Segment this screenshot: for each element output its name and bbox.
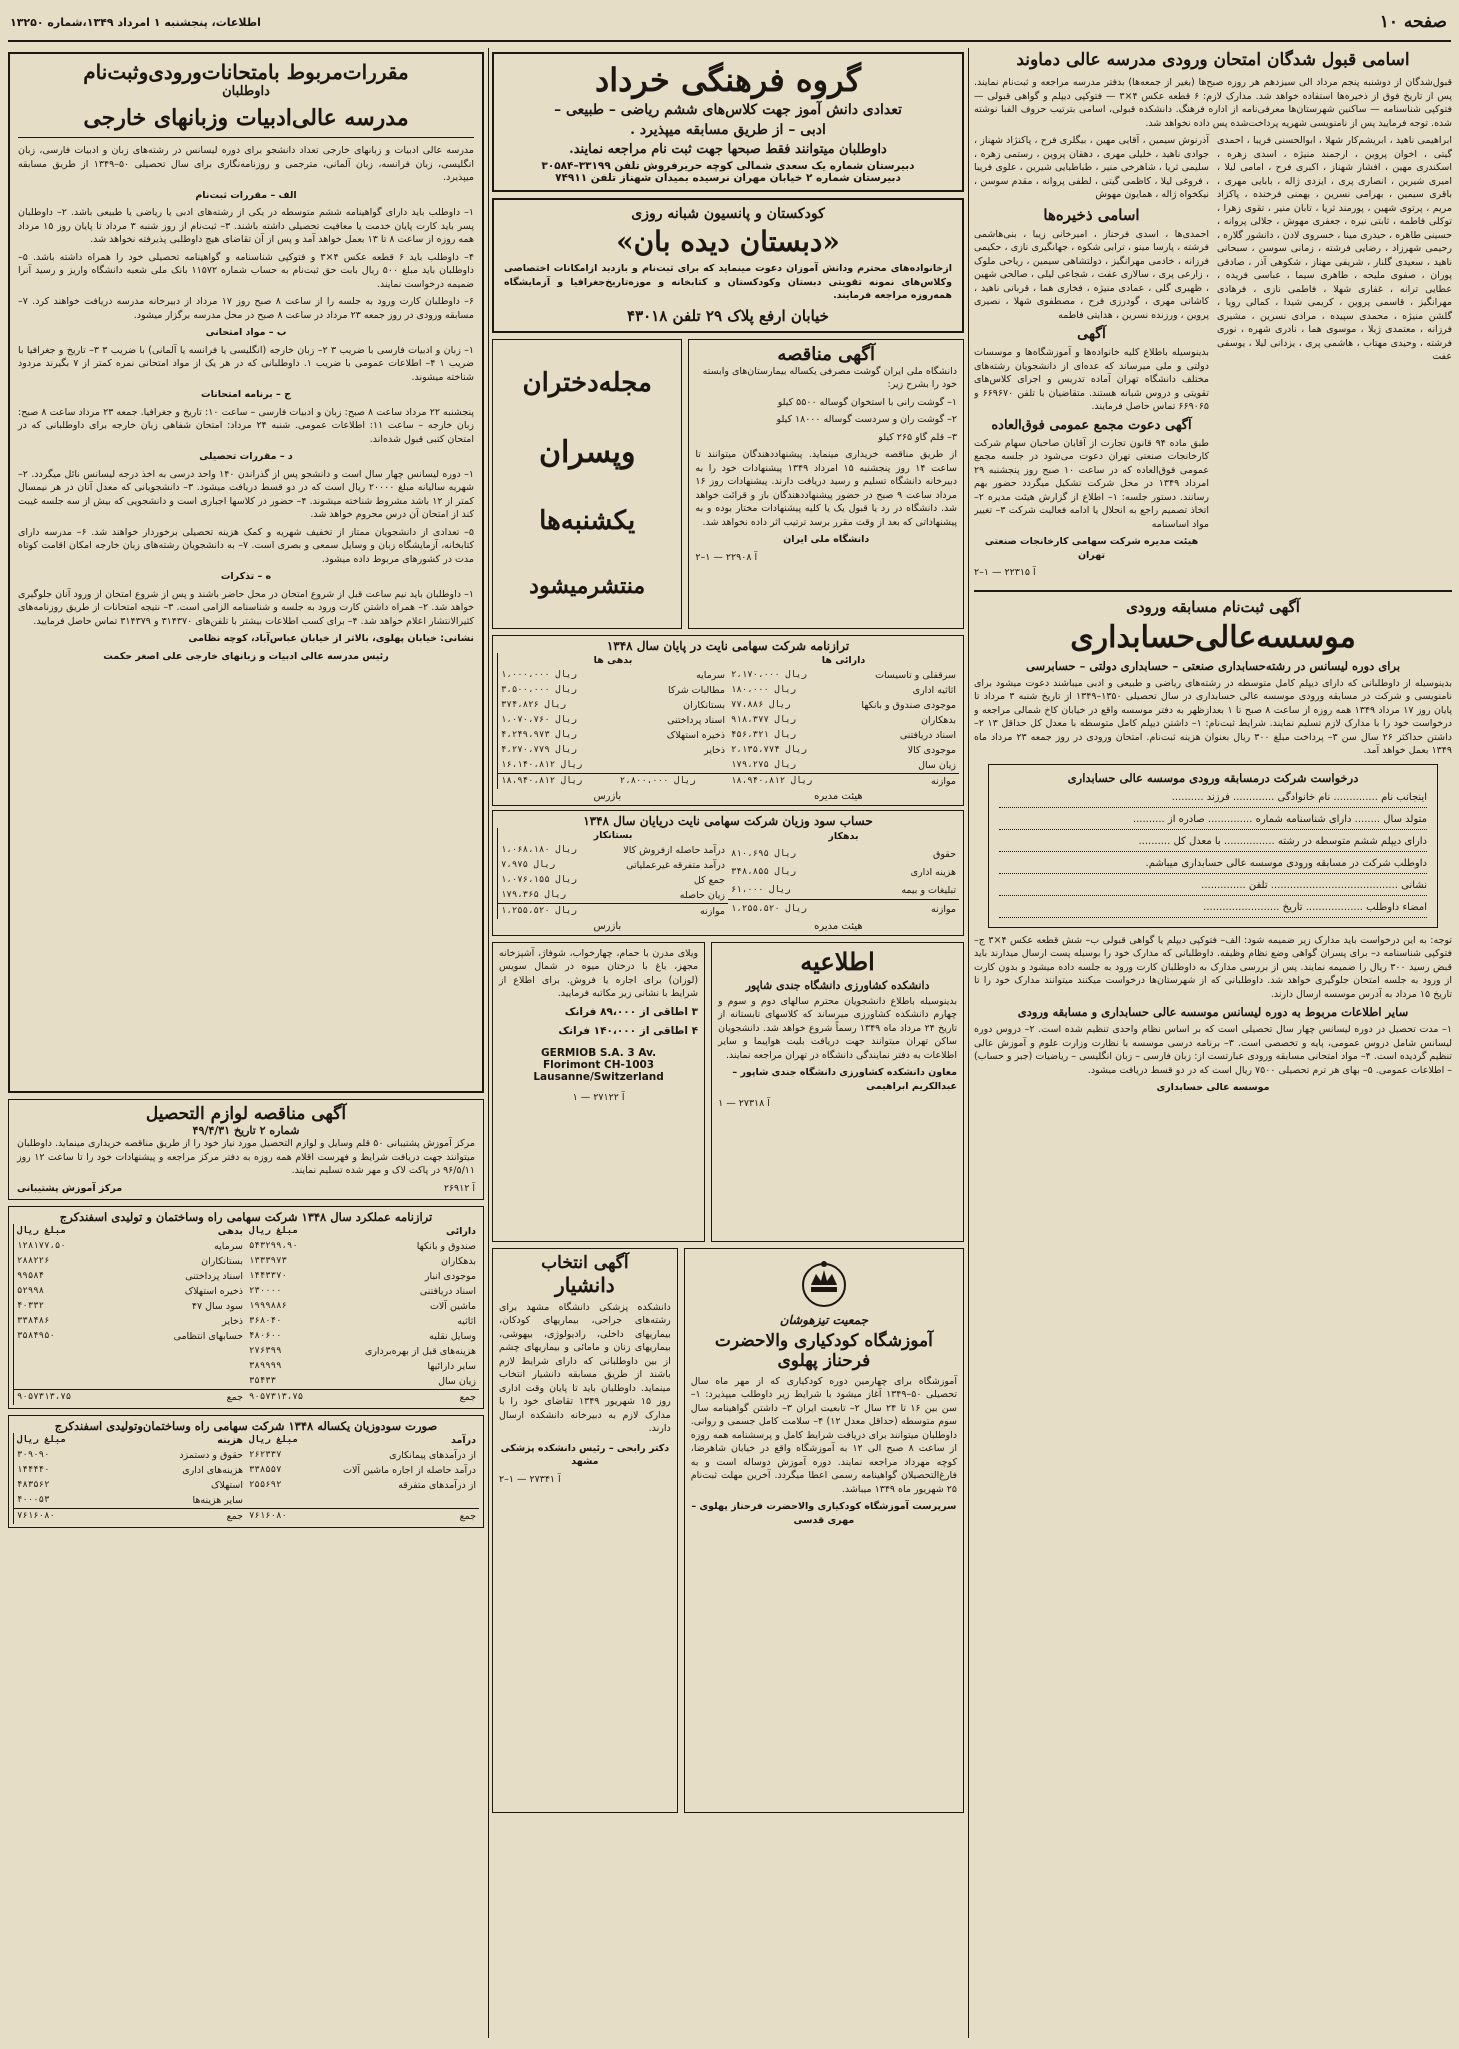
- table-row: وسایل نقلیه ۴۸۰۶۰۰: [249, 1331, 476, 1342]
- reserve-list-title: اسامی ذخیره‌ها: [1043, 205, 1140, 224]
- table-row: اسناد دریافتنی ۴۵۶،۳۲۱ ریال: [731, 729, 956, 741]
- table-row: هزینه اداری ۳۴۸،۸۵۵ ریال: [731, 866, 956, 878]
- table-row: بستانکاران ۳۷۴،۸۲۶ ریال: [501, 699, 725, 711]
- election-code: آ ۲۷۳۴۱ — ۱–۲: [499, 1473, 561, 1485]
- table-total-row: موازنه ۱،۲۵۵،۵۲۰ ریال: [728, 900, 959, 919]
- rules-paragraph: ۱– دوره لیسانس چهار سال است و دانشجو پس از گذراندن ۱۴۰ واحد درسی به اخذ درجه لیسانس نائل میگردد. ۲– شهریه سالیانه مبلغ ۲۰۰۰۰ ریال است که در دو قسط دریافت میشود. ۳– دانشجویانی که معدل آنان در هر نیمسال کمتر از ۱۲ باشد مشروط شناخته میشوند. ۴– حضور در کلاسها اجباری است و دانشجویی که بیش از سه جلسه غیبت کند از امتحان آن درس محروم خواهد شد.: [18, 468, 474, 520]
- kindergarten-training-ad: [684, 1248, 964, 1813]
- rules-paragraph: ۱– داوطلب باید دارای گواهینامه ششم متوسطه در یکی از رشته‌های ادبی یا ریاضی یا طبیعی باشد. ۲– داوطلبان پسر باید کارت پایان خدمت یا معافیت تحصیلی داشته باشند. ۳– ثبت‌نام از روز شنبه ۳ مرداد تا پایان روز ۱۵ مرداد همه روزه از ساعت ۸ تا ۱۳ بعمل خواهد آمد و پس از آن تقاضای هیچ داوطلبی پذیرفته نخواهد شد.: [18, 207, 475, 245]
- nayt-profit-loss: [492, 810, 964, 936]
- table-row: موجودی کالا ۲،۱۳۵،۷۷۴ ریال: [731, 744, 956, 756]
- khordad-ad: [492, 52, 964, 192]
- didehban-small-title: کودکستان و پانسیون شبانه روزی: [631, 206, 825, 222]
- balance-signature-auditor: بازرس: [593, 790, 622, 802]
- nayt-pl-credit-table: [497, 828, 728, 919]
- accounting-ad-top: آگهی ثبت‌نام مسابقه ورودی: [1126, 597, 1300, 616]
- notice-subtitle: دانشکده کشاورزی دانشگاه جندی شاپور: [745, 978, 930, 992]
- magazine-line: وپسران: [538, 434, 636, 470]
- villa-price: ۴ اطاقی از ۱۴۰،۰۰۰ فرانک: [558, 1024, 699, 1037]
- supplies-tender-ad: [8, 1099, 484, 1200]
- khordad-line: ادبی – از طریق مسابقه میپذیرد .: [630, 122, 826, 138]
- table-row: حقوق و دستمزد ۳۰۹۰۹۰: [17, 1450, 243, 1461]
- accounting-ad-requirements: توجه: به این درخواست باید مدارک زیر ضمیمه شود: الف– فتوکپی دیپلم یا گواهی قبولی ب– شش قطعه عکس ۴×۳ ج– فتوکپی شناسنامه د– برای پسران گواهی وضع نظام وظیفه. داوطلبانی که مدارک خود را بوسیله پست ارسال میدارند باید قبض رسید ۳۰۰ ریال را ضمیمه نمایند. پس از بررسی مدارک به داوطلبان کارت ورود به جلسه داده میشود و بدون کارت از ورود به جلسه امتحان جلوگیری خواهد شد. داوطلبانی که از شهرستان‌ها درخواست میکنند میتوانند مدارک خود را تا تاریخ ۱۵ مرداد به آدرس موسسه ارسال دارند.: [974, 934, 1452, 1000]
- column-divider-left: [488, 48, 489, 2038]
- form-row: امضاء داوطلب .................. تاریخ ........................: [999, 899, 1427, 918]
- amount-header: مبلغ ریال: [17, 1226, 66, 1236]
- notice-title: اطلاعیه: [800, 946, 875, 976]
- table-row: حقوق ۸۱۰،۶۹۵ ریال: [731, 848, 956, 860]
- table-row: بدهکاران ۱۳۳۳۹۷۳: [249, 1256, 476, 1267]
- table-row: ۱۶،۱۴۰،۸۱۲ ریال: [501, 759, 583, 770]
- rules-paragraph: ۱– زبان و ادبیات فارسی با ضریب ۳ ۲– زبان خارجه (انگلیسی یا فرانسه یا آلمانی) با ضریب ۳ ۳– تاریخ و جغرافیا با ضریب ۱ ۴– اطلاعات عمومی با ضریب ۱. داوطلبانی که در هر یک از مواد امتحانی نمره کمتر از ۷ بگیرند مردود شناخته میشوند.: [18, 344, 474, 383]
- rules-heading: ب – مواد امتحانی: [205, 327, 287, 338]
- tender-ad: [688, 339, 964, 629]
- table-row: اسناد پرداختنی ۹۹۵۸۴: [17, 1271, 243, 1282]
- villa-ad: [492, 942, 705, 1242]
- rules-heading: د – مقررات تحصیلی: [199, 451, 293, 462]
- form-row: داوطلب شرکت در مسابقه ورودی موسسه عالی حسابداری میباشم.: [999, 855, 1427, 874]
- table-row: مطالبات شرکا ۳،۵۰۰،۰۰۰ ریال: [501, 684, 725, 696]
- table-row: ماشین آلات ۱۹۹۹۸۸۶: [249, 1301, 476, 1312]
- didehban-ad: [492, 198, 964, 333]
- rules-title-2: داوطلبان: [222, 84, 270, 99]
- pl-signature-auditor: بازرس: [593, 920, 622, 932]
- accounting-more-title: سایر اطلاعات مربوط به دوره لیسانس موسسه عالی حسابداری و مسابقه ورودی: [1017, 1005, 1409, 1019]
- table-row: حسابهای انتظامی ۳۵۸۴۹۵۰: [17, 1331, 243, 1342]
- amount-header: مبلغ ریال: [17, 1435, 66, 1445]
- table-row: از درآمدهای متفرقه ۲۵۵۶۹۲: [249, 1480, 476, 1491]
- reserve-names: احمدی‌ها ، اسدی فرحناز ، امیرخانی زیبا ، بنی‌هاشمی فرشته ، پارسا مینو ، ترابی شکوه ، جهانگیری نازی ، حکیمی فرزانه ، خادمی مهرانگیز ، دولتشاهی سیمین ، ریاحی ملوک ، زارعی پری ، سالاری عفت ، شجاعی لیلی ، صالحی شهین ، ظهیری گلی ، عمادی منیژه ، فخاری هما ، قربانی ناهید ، کاشانی مهری ، گودرزی فرح ، مصطفوی شهلا ، نصیری پروین ، ورزنده نسرین ، هدایتی فاطمه: [974, 228, 1209, 321]
- rules-paragraph: پنجشنبه ۲۲ مرداد ساعت ۸ صبح: زبان و ادبیات فارسی – ساعت ۱۰: تاریخ و جغرافیا. جمعه ۲۳ مرداد ساعت ۸ صبح: زبان خارجه – ساعت ۱۱: اطلاعات عمومی. شنبه ۲۴ مرداد: امتحان شفاهی زبان خارجه برای داوطلبانی که در امتحان کتبی قبول شده‌اند.: [18, 406, 475, 445]
- esfand-liabilities-table: [13, 1224, 246, 1405]
- khordad-title: گروه فرهنگی خرداد: [594, 61, 862, 99]
- election-title: آگهی انتخاب: [541, 1252, 629, 1273]
- accepted-list-title: اسامی قبول شدگان امتحان ورودی مدرسه عالی دماوند: [1016, 50, 1410, 70]
- esfand-balance-sheet: [8, 1206, 484, 1409]
- right-column: [974, 48, 1452, 2038]
- kindergarten-signature: سرپرست آموزشگاه کودکیاری والاحضرت فرحناز پهلوی – مهری قدسی: [691, 1501, 957, 1526]
- table-row: استهلاک ۴۸۳۵۶۲: [17, 1480, 243, 1491]
- table-row: بدهکاران ۹۱۸،۳۷۷ ریال: [731, 714, 956, 726]
- nayt-balance-title: ترازنامه شرکت سهامی نایت در پایان سال ۱۳۴۸: [606, 638, 850, 653]
- accepted-names-b: آذرنوش سیمین ، آقایی مهین ، بیگلری فرح ، پاکنژاد شهناز ، جوادی ناهید ، خلیلی مهری ، دهقان پروین ، رستمی زهره ، سلیمی ثریا ، شاهرخی منیر ، طباطبایی شیرین ، علوی فریبا ، فروغی لیلا ، کاظمی گیتی ، لطفی پروانه ، مقدم سوسن ، نیکخواه ژاله ، همایون مهوش: [974, 135, 1209, 200]
- table-total-row: جمع ۹۰۵۷۳۱۳،۷۵: [14, 1390, 247, 1406]
- kindergarten-text: آموزشگاه برای چهارمین دوره کودکیاری که از مهر ماه سال تحصیلی ۵۰–۱۳۴۹ آغاز میشود با شرایط زیر داوطلب میپذیرد: ۱– سن بین ۱۶ تا ۲۴ سال ۲– تابعیت ایران ۳– داشتن گواهینامه سال سوم متوسطه (حداقل معدل ۱۲) ۴– سلامت کامل جسمی و روانی. داوطلبان میتوانند برای دریافت شرایط کامل و پرسشنامه همه روزه از ساعت ۸ صبح الی ۱۲ به آموزشگاه واقع در خیابان شاهرضا، کوچه مهرداد مراجعه نمایند. دوره آموزش دوساله است و به فارغ‌التحصیلان گواهینامه رسمی اعطا میگردد. آخرین مهلت ثبت‌نام ۲۵ شهریور ماه ۱۳۴۹ میباشد.: [690, 1375, 957, 1495]
- villa-text: ویلای مدرن با حمام، چهارخواب، شوفاژ، آشپزخانه مجهز، باغ با درختان میوه در شمال سویس (لوزان) برای اجاره یا فروش. برای اطلاع از شرایط با نشانی زیر مکاتبه فرمایید.: [499, 947, 699, 999]
- form-row: نشانی ........................................ تلفن ..............: [999, 877, 1427, 896]
- supplies-tender-title: آگهی مناقصه لوازم التحصیل: [145, 1104, 347, 1124]
- table-row: درآمد حاصله ازفروش کالا ۱،۰۶۸،۱۸۰ ریال: [501, 844, 725, 856]
- table-row: زیان سال ۱۷۹،۲۷۵ ریال: [731, 759, 956, 771]
- supplies-tender-subtitle: شماره ۲ تاریخ ۴۹/۴/۳۱: [192, 1124, 300, 1137]
- villa-address-line: GERMIOB S.A. 3 Av.: [541, 1046, 657, 1059]
- table-row: درآمد متفرقه غیرعملیاتی ۷،۹۷۵ ریال: [501, 859, 725, 871]
- tender-code: آ ۲۲۹۰۸ — ۱–۲: [695, 551, 758, 563]
- assets-header: دارائی: [445, 1226, 476, 1237]
- esfand-pl-income-table: [246, 1433, 479, 1524]
- rules-heading: الف – مقررات ثبت‌نام: [195, 189, 297, 201]
- table-row: سرمایه ۱،۰۰۰،۰۰۰ ریال: [501, 669, 725, 681]
- supplies-tender-signature: مرکز آموزش پشتیبانی: [17, 1182, 123, 1194]
- table-row: سرقفلی و تاسیسات ۲،۱۷۰،۰۰۰ ریال: [731, 669, 956, 681]
- form-row: دارای دیپلم ششم متوسطه در رشته ................ با معدل کل ..........: [999, 833, 1427, 852]
- balance-signature-board: هیئت مدیره: [814, 790, 863, 802]
- election-text: دانشکده پزشکی دانشگاه مشهد برای رشته‌های جراحی، بیماریهای کودکان، بیماریهای داخلی، رادیولوژی، بیهوشی، بیماریهای زنان و مامائی و بیماریهای چشم از بین داوطلبانی که دارای شرایط لازم باشند از طریق مسابقه دانشیار انتخاب مینماید. داوطلبان باید تا پایان وقت اداری روز ۱۵ شهریور ۱۳۴۹ تقاضای خود را با مدارک لازم به دبیرخانه دانشکده ارسال دارند.: [499, 1301, 671, 1434]
- magazine-line: منتشرمیشود: [529, 573, 646, 600]
- paper-dateline: اطلاعات، پنجشنبه ۱ امرداد ۱۳۴۹،شماره ۱۳۲۵۰: [10, 16, 261, 29]
- assembly-notice-text: طبق ماده ۹۴ قانون تجارت از آقایان صاحبان سهام شرکت کارخانجات صنعتی تهران دعوت می‌شود در جلسه مجمع عمومی فوق‌العاده که در ساعت ۱۰ صبح روز پنجشنبه ۲۹ امرداد ۱۳۴۹ در محل شرکت تشکیل میگردد حضور بهم رسانند. دستور جلسه: ۱– اطلاع از گزارش هیئت مدیره ۲– اتخاذ تصمیم راجع به انحلال یا ادامه فعالیت شرکت ۳– تغییر مواد اساسنامه: [974, 437, 1210, 530]
- table-row: از درآمدهای پیمانکاری ۲۶۲۳۳۷: [249, 1450, 476, 1461]
- tender-text-2: از طریق مناقصه خریداری مینماید. پیشنهاددهندگان میتوانند تا ساعت ۱۴ روز پنجشنبه ۱۵ امرداد ۱۳۴۹ پیشنهادات خود را به دبیرخانه دانشگاه تسلیم و رسید دریافت دارند. پیشنهادات روز ۱۶ مرداد ساعت ۹ صبح در حضور پیشنهاددهندگان باز و قرائت خواهد شد. دانشگاه در رد یا قبول یک یا کلیه پیشنهادات مختار بوده و به پیشنهاداتی که بعد از وقت مقرر برسد ترتیب اثر داده نخواهد شد.: [695, 449, 957, 528]
- table-row: درآمد حاصله از اجاره ماشین آلات ۳۳۸۵۵۷: [249, 1465, 476, 1476]
- section-rule: [974, 590, 1452, 592]
- notice-title: آگهی: [1077, 326, 1106, 342]
- rules-signature: رئیس مدرسه عالی ادبیات و زبانهای خارجی علی اصغر حکمت: [103, 650, 389, 662]
- accounting-ad-subtitle: برای دوره لیسانس در رشته‌حسابداری صنعتی – حسابداری دولتی – حسابرسی: [1025, 658, 1401, 673]
- table-row: ذخایر ۴،۲۷۰،۷۷۹ ریال: [501, 744, 725, 756]
- literature-school-rules: [8, 52, 484, 1093]
- faculty-election-ad: [492, 1248, 678, 1813]
- rules-title-3: مدرسه عالی‌ادبیات وزبانهای خارجی: [83, 105, 409, 131]
- notice-text: بدینوسیله باطلاع کلیه خانواده‌ها و آموزشگاه‌ها و موسسات دولتی و ملی میرساند که عده‌ای از دانشجویان رشته‌های مختلف دانشگاه تهران آماده تدریس و اجرای کلاس‌های تقویتی و دروس شبانه هستند. متقاضیان با تلفن ۶۶۹۶۷۰ و ۶۶۹۰۶۵ تماس حاصل فرمایند.: [974, 347, 1209, 412]
- didehban-text: ازخانواده‌های محترم ودانش آموزان دعوت مینماید که برای ثبت‌نام و بازدید ازامکانات اختصاصی وکلاس‌های نمونه تقویتی دبستان وکودکستان و کتابخانه و موزه‌تاریخ‌جغرافیا و آزمایشگاه همه‌روزه مراجعه فرمایند.: [504, 263, 952, 301]
- tender-item: ۳– قلم گاو ۲۶۵ کیلو: [878, 431, 957, 443]
- pl-signature-board: هیئت مدیره: [814, 920, 863, 932]
- assembly-notice-signature: هیئت مدیره شرکت سهامی کارخانجات صنعتی تهران: [984, 536, 1199, 561]
- rules-address: نشانی: خیابان پهلوی، بالاتر از خیابان عباس‌آباد، کوچه نظامی: [188, 633, 474, 644]
- supplies-tender-code: آ ۲۶۹۱۲: [443, 1182, 475, 1194]
- nayt-balance-sheet: [492, 635, 964, 806]
- notice-text: بدینوسیله باطلاع دانشجویان محترم سالهای دوم و سوم و چهارم دانشکده کشاورزی میرساند که کلاسهای تابستانه از تاریخ ۲۴ مرداد ماه ۱۳۴۹ رسماً شروع خواهد شد. دانشجویان ساکن تهران میتوانند جهت دریافت بلیت هواپیما و سایر اطلاعات به دفتر نمایندگی دانشگاه در تهران مراجعه نمایند.: [718, 995, 957, 1061]
- table-row: جمع کل ۱،۰۷۶،۱۵۵ ریال: [501, 874, 725, 886]
- column-divider-right: [968, 48, 969, 2038]
- khordad-line: تعدادی دانش آموز جهت کلاس‌های ششم ریاضی – طبیعی –: [554, 102, 902, 118]
- jundishapur-notice: [711, 942, 964, 1242]
- accounting-ad-title: موسسه‌عالی‌حسابداری: [1070, 619, 1356, 655]
- khordad-line: دبیرستان شماره ۲ خیابان مهران نرسیده بمیدان شهناز تلفن ۷۴۹۱۱: [555, 172, 901, 184]
- table-row: صندوق و بانکها ۵۴۳۲۹۹،۹۰: [249, 1241, 476, 1252]
- magazine-ad: [492, 339, 682, 629]
- esfand-profit-loss: [8, 1415, 484, 1528]
- application-form-title: درخواست شرکت درمسابقه ورودی موسسه عالی حسابداری: [1067, 770, 1359, 785]
- application-form: [988, 764, 1438, 928]
- table-row: موجودی انبار ۱۴۴۳۳۷۰: [249, 1271, 476, 1282]
- organization-logo: [691, 1255, 957, 1313]
- rules-paragraph: ۶– داوطلبان کارت ورود به جلسه را از ساعت ۸ صبح روز ۱۷ مرداد از دبیرخانه مدرسه دریافت خواهند کرد. ۷– مسابقه ورودی در روز جمعه ۲۳ مرداد در ساعت ۸ صبح در محل مدرسه برگزار میشود.: [18, 296, 475, 321]
- assembly-notice-code: آ ۲۲۳۱۵ — ۱–۲: [974, 567, 1036, 578]
- rules-heading: ج – برنامه امتحانات: [201, 389, 291, 400]
- table-total-row: ۲،۸۰۰،۰۰۰ ریال ۱۸،۹۴۰،۸۱۲ ریال: [498, 773, 729, 789]
- didehban-address: خیابان ارفع پلاک ۲۹ تلفن ۴۳۰۱۸: [627, 306, 829, 325]
- didehban-title: «دبستان دیده بان»: [616, 225, 840, 258]
- table-row: زیان حاصله ۱۷۹،۳۶۵ ریال: [501, 889, 725, 901]
- accounting-signature: موسسه عالی حسابداری: [1156, 1082, 1270, 1093]
- esfand-pl-expense-table: [13, 1433, 246, 1524]
- left-column: [8, 48, 484, 2038]
- table-row: اسناد دریافتنی ۲۳۰۰۰۰: [249, 1286, 476, 1297]
- assembly-notice-title: آگهی دعوت مجمع عمومی فوق‌العاده: [991, 417, 1192, 433]
- rules-paragraph: ۵– تعدادی از دانشجویان ممتاز از تخفیف شهریه و کمک هزینه تحصیلی برخوردار خواهند شد. ۶– مدرسه دارای کتابخانه، آزمایشگاه زبان و وسایل سمعی و بصری است. ۷– به دانشجویان رشته‌های زبان خارجه امکان اقامت کوتاه مدت در کشورهای مربوط داده میشود.: [18, 526, 475, 565]
- amount-header: مبلغ ریال: [249, 1435, 298, 1445]
- table-row: موجودی صندوق و بانکها ۷۷،۸۸۶ ریال: [731, 699, 956, 711]
- center-column: [492, 48, 964, 2038]
- esfand-assets-table: [246, 1224, 479, 1405]
- liabilities-header: بدهی: [217, 1226, 243, 1237]
- nayt-assets-table: [728, 653, 959, 789]
- villa-price: ۳ اطاقی از ۸۹،۰۰۰ فرانک: [564, 1005, 699, 1018]
- table-row: ذخیره استهلاک ۴،۲۴۹،۹۷۳ ریال: [501, 729, 725, 741]
- villa-address-line: Lausanne/Switzerland: [533, 1070, 664, 1083]
- table-row: اثاثیه اداری ۱۸۰،۰۰۰ ریال: [731, 684, 956, 696]
- table-total-row: جمع ۷۶۱۶۰۸۰: [14, 1509, 247, 1525]
- table-row: هزینه‌های اداری ۱۴۴۴۴۰: [17, 1465, 243, 1476]
- rules-title: مقررات‌مربوط بامتحانات‌ورودی‌وثبت‌نام: [83, 60, 409, 84]
- esfand-balance-title: ترازنامه عملکرد سال ۱۳۴۸ شرکت سهامی راه وساختمان و تولیدی اسفندکرج: [59, 1210, 433, 1224]
- tender-signature: دانشگاه ملی ایران: [783, 534, 870, 545]
- villa-address-line: Florimont CH-1003: [542, 1058, 655, 1071]
- table-total-row: جمع ۷۶۱۶۰۸۰: [246, 1509, 479, 1525]
- amount-header: مبلغ ریال: [249, 1226, 298, 1236]
- expense-header: هزینه: [217, 1435, 243, 1446]
- assets-header: دارائی ها: [821, 654, 866, 666]
- table-row: هزینه‌های قبل از بهره‌برداری ۲۷۶۳۹۹: [249, 1346, 476, 1357]
- table-row: سایر دارائیها ۳۸۹۹۹۹: [249, 1361, 476, 1372]
- table-row: بستانکاران ۲۸۸۲۲۶: [17, 1256, 243, 1267]
- accepted-names-a: ابراهیمی ناهید ، ابریشم‌کار شهلا ، ابوالحسنی فریبا ، احمدی گیتی ، اخوان پروین ، ارجمند منیژه ، اسدی زهره ، اسکندری مهین ، افشار شهناز ، اکبری فرح ، امامی لیلا ، امیری شیرین ، انصاری پری ، ایزدی ژاله ، بابایی مهری ، باقری سیمین ، بهرامی نسرین ، بهمنی فرخنده ، پاکزاد مریم ، پرتوی شهین ، پورمند ثریا ، تابان منیر ، تقوی زهرا ، توکلی فاطمه ، ثابتی نیره ، جعفری مهوش ، جلالی پروانه ، حسینی طاهره ، حیدری مینا ، خسروی لادن ، دانشور گلاره ، رحیمی شهرزاد ، رضایی فرشته ، زمانی سوسن ، سبحانی ناهید ، سعیدی گلنار ، شریفی مهناز ، شکوهی آذر ، صادقی پوران ، صفوی ملیحه ، طاهری سیما ، عباسی فریده ، عطایی ترانه ، غفاری شهلا ، فاطمی نازی ، فرهادی مهرانگیز ، قاسمی پروین ، کریمی شیدا ، کمالی رویا ، گلشن منیژه ، محمدی سپیده ، مرادی نسرین ، مشیری فرزانه ، معتمدی ژیلا ، موسوی هما ، نادری شهره ، نوری فرشته ، وحیدی مهتاب ، هاشمی پری ، یزدانی لیلا ، یوسفی عفت: [1217, 135, 1452, 362]
- table-row: سایر هزینه‌ها ۴۰۰۰۵۳: [17, 1495, 243, 1506]
- notice-signature: معاون دانشکده کشاورزی دانشگاه جندی شاپور – عبدالکریم ابراهیمی: [732, 1067, 957, 1092]
- kindergarten-title: آموزشگاه کودکیاری والاحضرت: [714, 1330, 933, 1351]
- supplies-tender-text: مرکز آموزش پشتیبانی ۵۰ قلم وسایل و لوازم التحصیل مورد نیاز خود را از طریق مناقصه خریداری مینماید. داوطلبان میتوانند جهت دریافت شرایط و فهرست اقلام همه روزه به دفتر مرکز مراجعه و پیشنهادات خود را تا ساعت ۱۲ روز ۹۶/۵/۱۱ در پاکت لاک و مهر شده تسلیم نمایند.: [17, 1138, 475, 1176]
- notice-code: آ ۲۷۳۱۸ — ۱: [718, 1098, 770, 1109]
- rules-paragraph: ۱– داوطلبان باید نیم ساعت قبل از شروع امتحان در محل حاضر باشند و پس از شروع امتحان از ورود آنان جلوگیری خواهد شد. ۲– همراه داشتن کارت ورود به جلسه و شناسنامه الزامی است. ۳– نتیجه امتحانات از طریق روزنامه‌های کثیرالانتشار اعلام خواهد شد. ۴– برای کسب اطلاعات بیشتر با تلفن‌های ۳۱۴۳۷۰ و ۳۱۴۳۷۹ تماس حاصل فرمایید.: [18, 588, 475, 627]
- accepted-list-intro: قبول‌شدگان از دوشنبه پنجم مرداد الی سیزدهم هر روزه صبح‌ها (بغیر از جمعه‌ها) بدفتر مدرسه مراجعه و ثبت‌نام نمایند. پس از تاریخ فوق از ذخیره‌ها استفاده خواهد شد. مدارک لازم: ۶ قطعه عکس ۴×۳ — فتوکپی دیپلم و گواهی قبولی — فتوکپی شناسنامه — ساکنین شهرستان‌ها معرفی‌نامه از اداره فرهنگ. دانشکده قبولی، اسامی بترتیب حروف الفبا نوشته شده. توجه فرمایید پس از نامنویسی شهریه پرداخت‌شده پس داده نخواهد شد.: [974, 77, 1452, 129]
- table-row: اثاثیه ۳۶۸۰۴۰: [249, 1316, 476, 1327]
- table-total-row: جمع ۹۰۵۷۳۱۳،۷۵: [246, 1390, 479, 1406]
- nayt-pl-title: حساب سود وزیان شرکت سهامی نایت دریایان سال ۱۳۴۸: [583, 813, 873, 828]
- nayt-liabilities-table: [497, 653, 728, 789]
- election-title-2: دانشیار: [555, 1272, 615, 1297]
- nayt-pl-debit-table: [728, 828, 959, 919]
- header-rule: [8, 40, 1451, 42]
- table-row: ذخیره استهلاک ۵۲۹۹۸: [17, 1286, 243, 1297]
- magazine-line: یکشنبه‌ها: [539, 506, 636, 537]
- tender-title: آگهی مناقصه: [777, 343, 875, 365]
- accounting-ad-text: بدینوسیله از داوطلبانی که دارای دیپلم کامل متوسطه در رشته‌های ریاضی و طبیعی و ادبی میباشند دعوت میشود برای نامنویسی و شرکت در مسابقه ورودی موسسه عالی حسابداری در سال تحصیلی ۱۳۵۰–۱۳۴۹ از تاریخ شنبه ۳ مرداد تا پایان روز ۱۷ مرداد ۱۳۴۹ همه روزه از ساعت ۸ صبح تا ۱ بعدازظهر به دفتر موسسه واقع در خیابان کاخ شمالی مراجعه و درخواست خود را با مدارک لازم تسلیم نمایند. شرایط ثبت‌نام: ۱– داشتن دیپلم کامل متوسطه با معدل کل حداقل ۱۳ ۲– داشتن حداکثر ۲۶ سال سن ۳– پرداخت مبلغ ۳۰۰ ریال بعنوان هزینه ثبت‌نام. امتحان ورودی در روز جمعه ۲۳ مرداد ماه ۱۳۴۹ بعمل خواهد آمد.: [974, 677, 1452, 756]
- page-number: صفحه ۱۰: [1379, 12, 1447, 32]
- table-row: زیان سال ۳۵۴۳۳: [249, 1376, 476, 1387]
- table-row: ذخایر ۳۳۸۴۸۶: [17, 1316, 243, 1327]
- org-name: جمعیت تیزهوشان: [779, 1312, 869, 1327]
- accounting-more-text: ۱– مدت تحصیل در دوره لیسانس چهار سال تحصیلی است که بر اساس نظام واحدی تنظیم شده است. ۲– دروس دوره لیسانس شامل دروس عمومی، پایه و تخصصی است. ۳– برنامه درسی موسسه با نظارت وزارت علوم و آموزش عالی تنظیم گردیده است. ۴– مواد امتحانی مسابقه ورودی عبارتست از: زبان فارسی – زبان انگلیسی – ریاضیات (جبر و حساب) – اطلاعات عمومی. ۵– بهای هر ترم تحصیلی ۷۵۰۰ ریال است که در دو قسط دریافت میشود.: [974, 1024, 1452, 1076]
- debit-header: بدهکار: [828, 830, 859, 842]
- rules-heading: ه – تذکرات: [220, 571, 272, 582]
- table-row: سرمایه ۱۲۸۱۷۷،۵۰: [17, 1241, 243, 1252]
- election-signature: دکتر رابحی – رئیس دانشکده پزشکی مشهد: [500, 1442, 670, 1467]
- table-row: اسناد پرداختنی ۱،۰۷۰،۷۶۰ ریال: [501, 714, 725, 726]
- table-row: سود سال ۴۷ ۴۰۳۳۲: [17, 1301, 243, 1312]
- tender-item: ۲– گوشت ران و سردست گوساله ۱۸۰۰۰ کیلو: [776, 414, 957, 425]
- rules-paragraph: مدرسه عالی ادبیات و زبانهای خارجی تعداد دانشجو برای دوره لیسانس در رشته‌های زبان و ادبیات فارسی، زبان انگلیسی، زبان فرانسه، زبان آلمانی، مترجمی و روزنامه‌نگاری برای سال تحصیلی ۵۰–۱۳۴۹ از طریق مسابقه میپذیرد.: [18, 145, 474, 183]
- form-row: اینجانب نام .............. نام خانوادگی ............. فرزند ..........: [999, 789, 1427, 808]
- khordad-line: دبیرستان شماره یک سعدی شمالی کوچه حریرفروش تلفن ۳۳۱۹۹–۳۰۵۸۴: [541, 160, 915, 172]
- kindergarten-title-2: فرحناز پهلوی: [777, 1350, 871, 1371]
- tender-text: دانشگاه ملی ایران گوشت مصرفی یکساله بیمارستان‌های وابسته خود را بشرح زیر:: [702, 365, 957, 390]
- credit-header: بستانکار: [593, 829, 633, 841]
- tender-item: ۱– گوشت رانی با استخوان گوساله ۵۵۰۰ کیلو: [777, 396, 957, 408]
- table-row: تبلیغات و بیمه ۶۱،۰۰۰ ریال: [731, 884, 956, 896]
- table-total-row: موازنه ۱،۲۵۵،۵۲۰ ریال: [498, 903, 729, 919]
- form-row: متولد سال ........ دارای شناسنامه شماره .............. صادره از ..........: [999, 811, 1427, 830]
- liabilities-header: بدهی ها: [593, 654, 633, 666]
- crown-logo-icon: [794, 1255, 854, 1309]
- esfand-pl-title: صورت سودوزیان یکساله ۱۳۴۸ شرکت سهامی راه وساختمان‌وتولیدی اسفندکرج: [54, 1419, 438, 1433]
- khordad-line: داوطلبان میتوانند فقط صبحها جهت ثبت نام مراجعه نمایند.: [569, 142, 887, 157]
- villa-code: آ ۲۷۱۲۲ — ۱: [572, 1091, 625, 1103]
- income-header: درآمد: [451, 1435, 476, 1446]
- magazine-line: مجله‌دختران: [522, 367, 652, 398]
- rules-paragraph: ۴– داوطلب باید ۶ قطعه عکس ۴×۳ و فتوکپی شناسنامه و گواهینامه تحصیلی خود را همراه داشته باشد. ۵– داوطلبان باید مبلغ ۵۰۰ ریال بابت حق ثبت‌نام به حساب شماره ۱۱۵۷۲ بانک ملی شعبه دانشگاه واریز و رسید آنرا ضمیمه درخواست نمایند.: [18, 251, 474, 290]
- rules-divider: [18, 137, 474, 138]
- table-total-row: موازنه ۱۸،۹۴۰،۸۱۲ ریال: [728, 773, 959, 789]
